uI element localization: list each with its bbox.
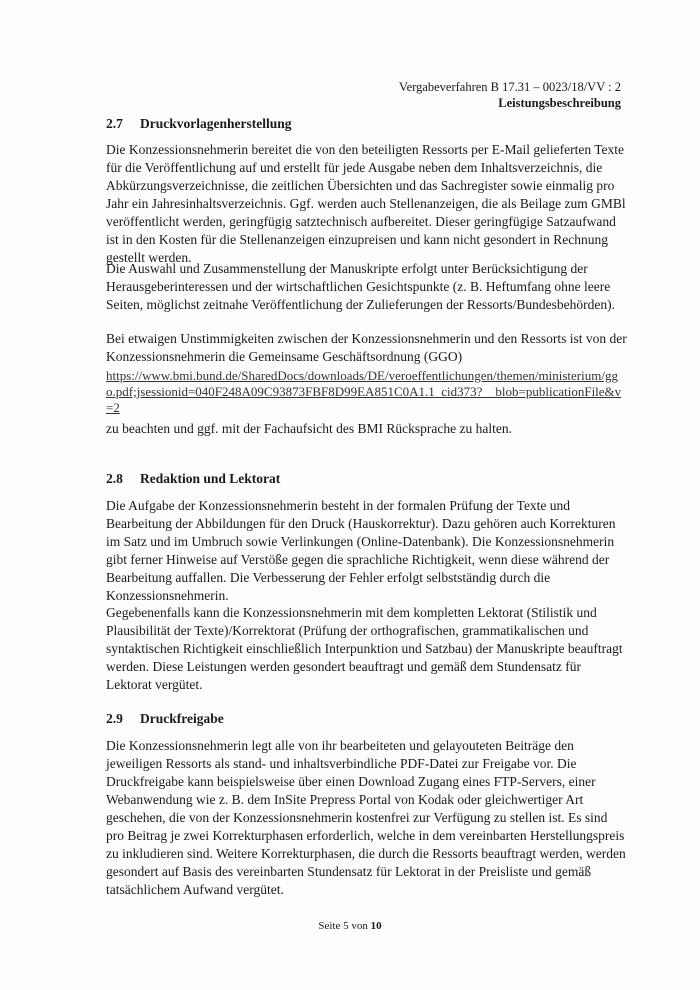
paragraph: Die Konzessionsnehmerin legt alle von ihr bearbeiteten und gelayouteten Beiträge den jeweiligen Ressorts als stand- und inhaltsverbindliche PDF-Datei zur Freigabe vor. Die Druckfreigabe kann beispielsweise über einen Download Zugang eines FTP-Servers, einer Webanwendung wie z. B. dem InSite Prepress Portal von Kodak oder gleichwertiger Art geschehen, die von der Konzessionsnehmerin kostenfrei zur Verfügung zu stellen ist. Es sind pro Beitrag je zwei Korrekturphasen erforderlich, welche in dem vereinbarten Herstellungspreis zu inkludieren sind. Weitere Korrekturphasen, die durch die Ressorts beauftragt werden, werden gesondert auf Basis des vereinbarten Stundensatz für Lektorat in der Preisliste und gemäß tatsächlichem Aufwand vergütet.: [106, 738, 626, 897]
page-footer: [0, 920, 700, 932]
page-header: [399, 79, 621, 111]
ggo-link[interactable]: https://www.bmi.bund.de/SharedDocs/downloads/DE/veroeffentlichungen/themen/ministerium/ggo.pdf;jsessionid=040F248A09C93873FBF8D99EA851C0A1.1_cid373?__blob=publicationFile&v=2: [106, 368, 622, 415]
paragraph: Die Aufgabe der Konzessionsnehmerin besteht in der formalen Prüfung der Texte und Bearbeitung der Abbildungen für den Druck (Hauskorrektur). Dazu gehören auch Korrekturen im Satz und im Umbruch sowie Verlinkungen (Online-Datenbank). Die Konzessionsnehmerin gibt ferner Hinweise auf Verstöße gegen die sprachliche Richtigkeit, wenn diese während der Bearbeitung auffallen. Die Verbesserung der Fehler erfolgt selbstständig durch die Konzessionsnehmerin.: [106, 498, 616, 603]
section-number: 2.7: [106, 116, 123, 131]
paragraph: Bei etwaigen Unstimmigkeiten zwischen der Konzessionsnehmerin und den Ressorts ist von der Konzessionsnehmerin die Gemeinsame Geschäftsordnung (GGO): [106, 331, 627, 364]
section-number: 2.9: [106, 711, 123, 726]
paragraph: Gegebenenfalls kann die Konzessionsnehmerin mit dem kompletten Lektorat (Stilistik und Plausibilität der Texte)/Korrektorat (Prüfung der orthografischen, grammatikalischen und syntaktischen Richtigkeit einschließlich Interpunktion und Satzbau) der Manuskripte beauftragt werden. Diese Leistungen werden gesondert beauftragt und gemäß dem Stundensatz für Lektorat vergütet.: [106, 605, 623, 692]
section-heading-2-7: [106, 116, 292, 132]
section-title: Redaktion und Lektorat: [140, 471, 281, 486]
paragraph: Die Auswahl und Zusammenstellung der Manuskripte erfolgt unter Berücksichtigung der Herausgeberinteressen und der wirtschaftlichen Gesichtspunkte (z. B. Heftumfang ohne leere Seiten, möglichst zeitnahe Veröffentlichung der Zulieferungen der Ressorts/Bundesbehörden).: [106, 261, 615, 312]
section-title: Druckfreigabe: [140, 711, 224, 726]
section-title: Druckvorlagenherstellung: [140, 116, 292, 131]
page-total: 10: [370, 920, 382, 932]
section-heading-2-9: [106, 711, 224, 727]
page-number-label: Seite 5 von: [318, 920, 368, 932]
document-type: Leistungsbeschreibung: [498, 96, 621, 110]
section-heading-2-8: [106, 471, 280, 487]
section-number: 2.8: [106, 471, 123, 486]
paragraph: Die Konzessionsnehmerin bereitet die von den beteiligten Ressorts per E-Mail gelieferten Texte für die Veröffentlichung auf und erstellt für jede Ausgabe neben dem Inhaltsverzeichnis, die Abkürzungsverzeichnisse, die zeitlichen Übersichten und das Sachregister sowie einmalig pro Jahr ein Jahresinhaltsverzeichnis. Ggf. werden auch Stellenanzeigen, die als Beilage zum GMBl veröffentlicht werden, geringfügig satztechnisch aufbereitet. Dieser geringfügige Satzaufwand ist in den Kosten für die Stellenanzeigen einzupreisen und kann nicht gesondert in Rechnung gestellt werden.: [106, 142, 626, 265]
reference-number: Vergabeverfahren B 17.31 – 0023/18/VV : 2: [398, 80, 621, 94]
paragraph: zu beachten und ggf. mit der Fachaufsicht des BMI Rücksprache zu halten.: [106, 421, 512, 436]
